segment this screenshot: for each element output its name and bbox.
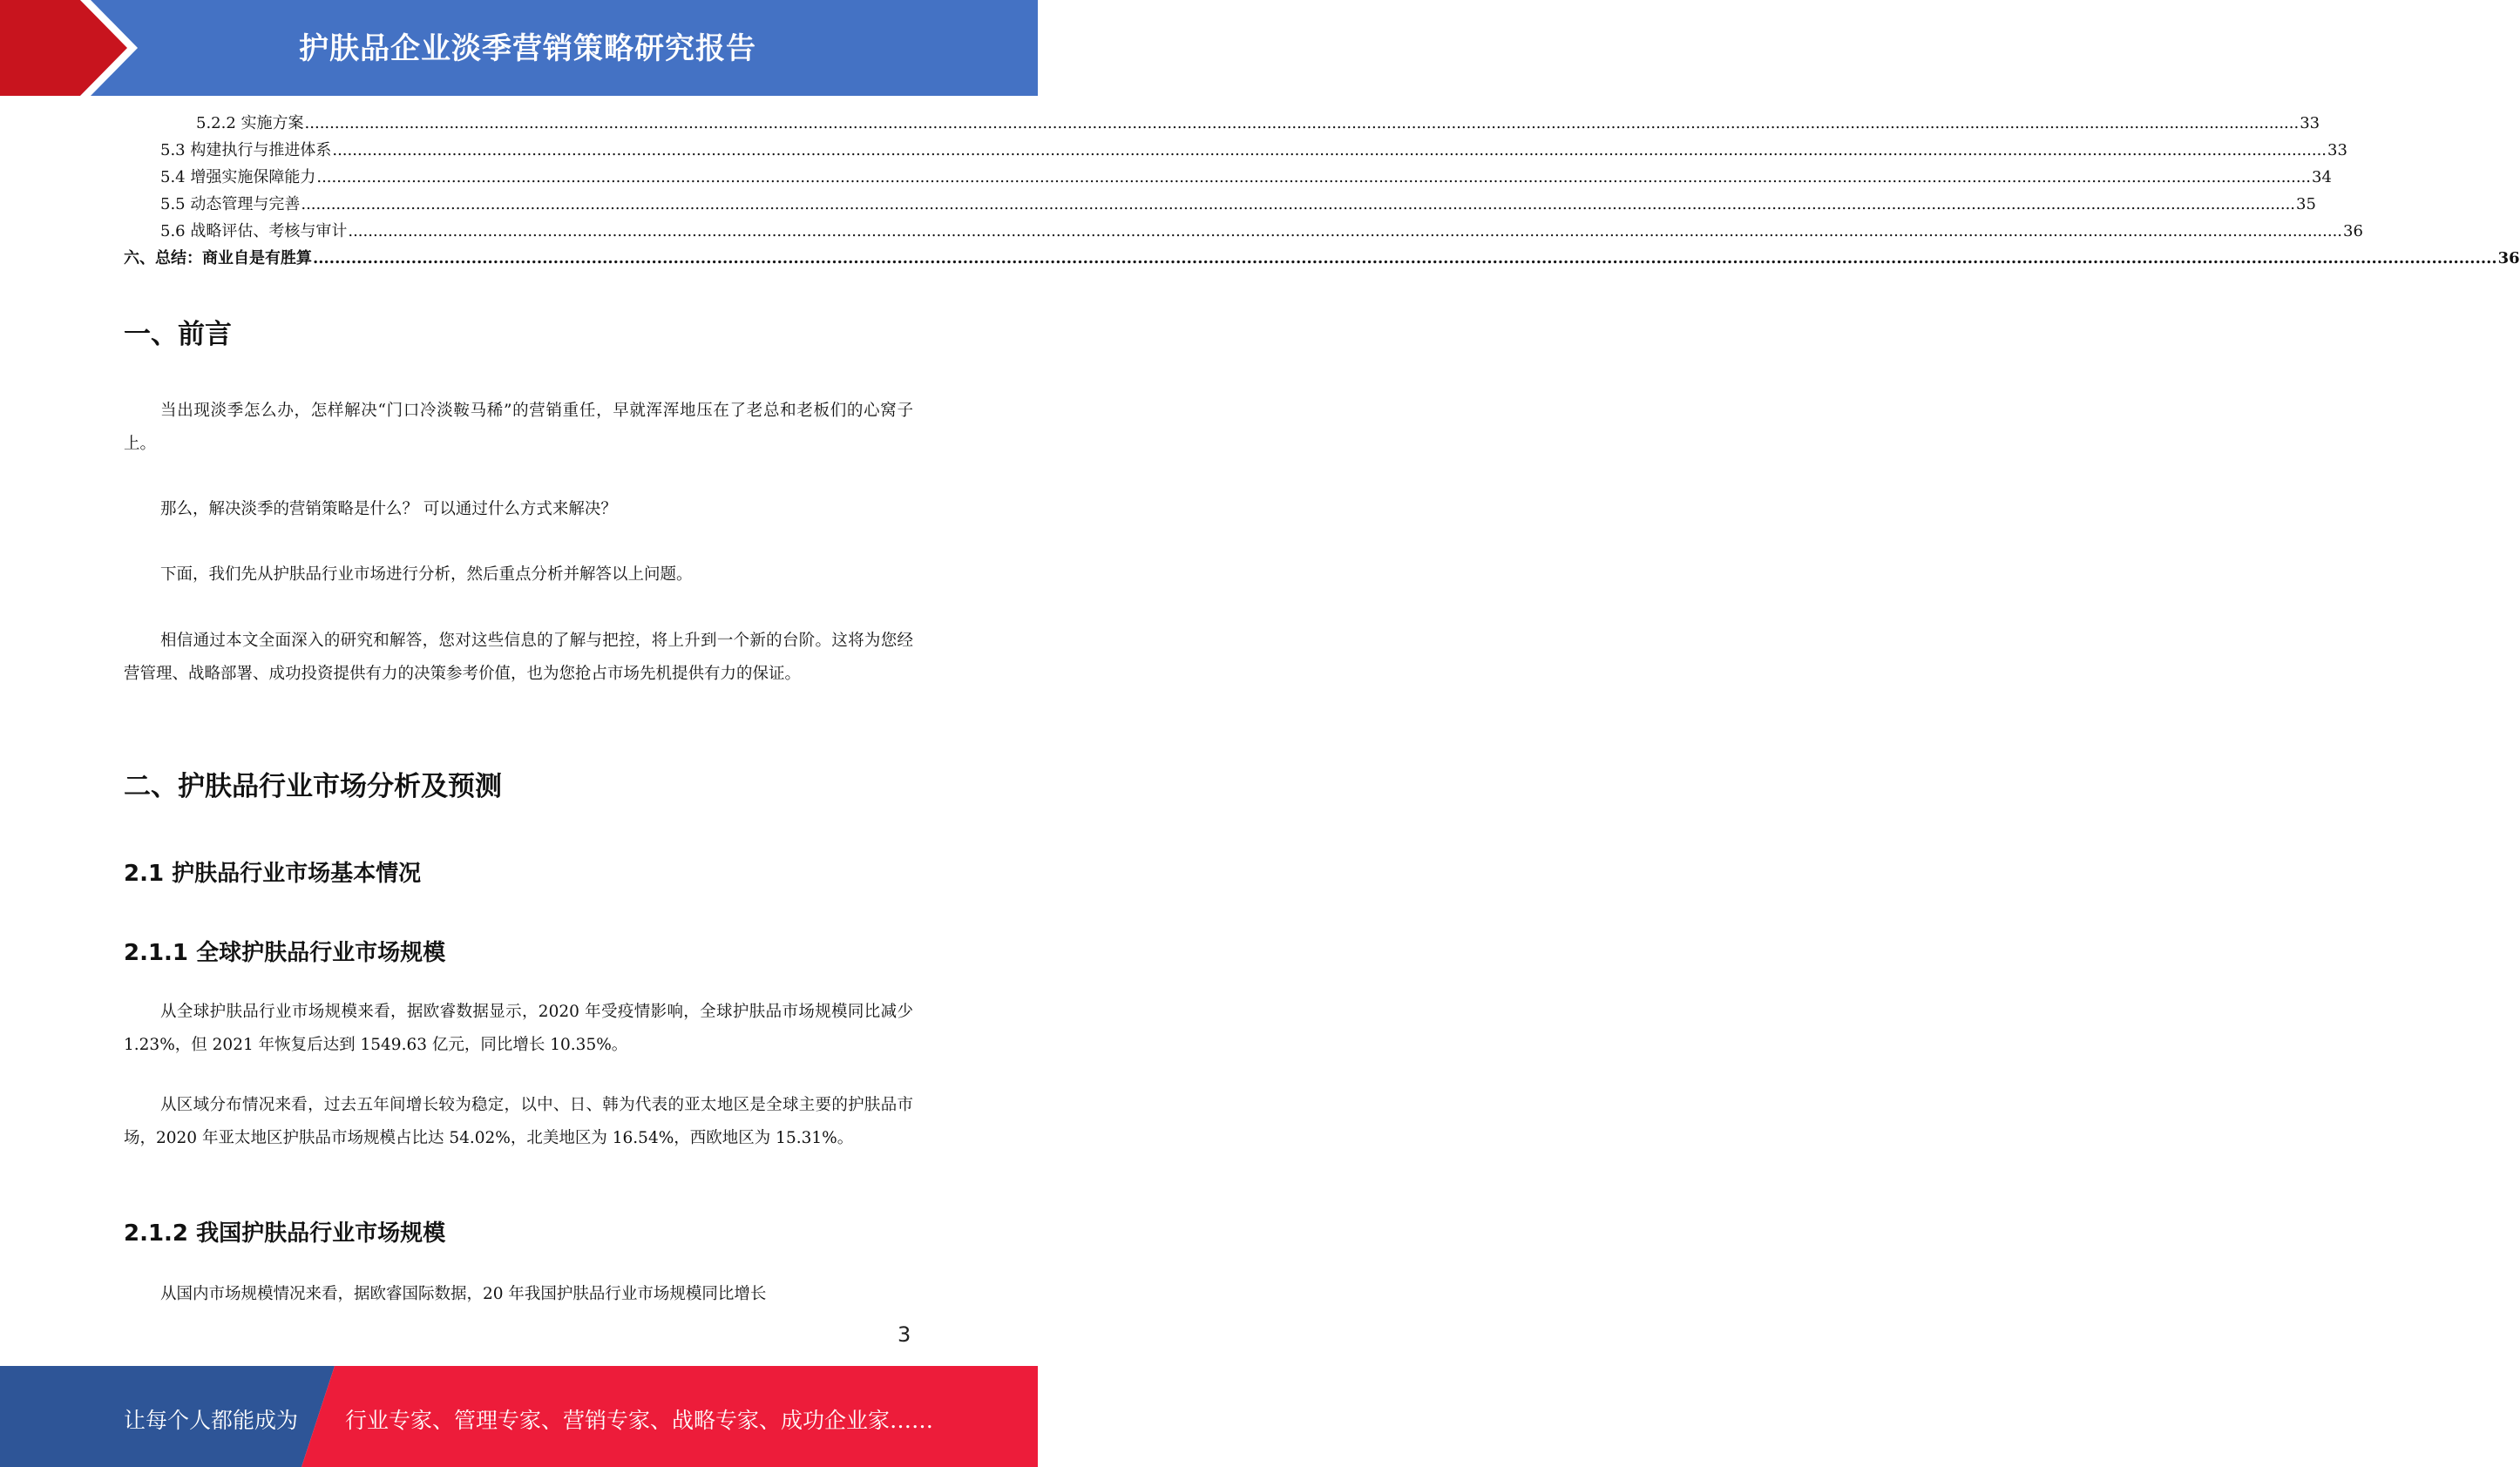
toc-entry-label: 5.3 构建执行与推进体系 (160, 141, 332, 159)
toc-entry-page: 36 (2497, 249, 2520, 267)
paragraph: 下面，我们先从护肤品行业市场进行分析，然后重点分析并解答以上问题。 (160, 565, 693, 584)
paragraph: 从国内市场规模情况来看，据欧睿国际数据，20 年我国护肤品行业市场规模同比增长 (160, 1285, 767, 1303)
toc-entry-page: 33 (2327, 141, 2347, 159)
toc-entry-label: 六、总结：商业自是有胜算 (124, 249, 312, 267)
page-header (0, 0, 1038, 96)
toc-entry-label: 5.6 战略评估、考核与审计 (160, 222, 348, 240)
paragraph: 相信通过本文全面深入的研究和解答，您对这些信息的了解与把控，将上升到一个新的台阶。这将为您经营管理、战略部署、成功投资提供有力的决策参考价值，也为您抢占市场先机提供有力的保证。 (124, 632, 913, 683)
section-heading-preface: 一、前言 (124, 319, 232, 350)
paragraph: 当出现淡季怎么办，怎样解决“门口冷淡鞍马稀”的营销重任，早就浑浑地压在了老总和老板们的心窝子上。 (124, 402, 913, 453)
toc-leader-dots: ................................................................................................................................................................................................................................................................................................................................................................................................................ (348, 222, 2343, 240)
toc-entry-page: 33 (2300, 114, 2320, 132)
toc-entry-page: 35 (2296, 195, 2316, 213)
toc-entry[interactable] (124, 245, 2520, 272)
toc-leader-dots: ................................................................................................................................................................................................................................................................................................................................................................................................................ (332, 141, 2327, 159)
paragraph: 从区域分布情况来看，过去五年间增长较为稳定，以中、日、韩为代表的亚太地区是全球主要的护肤品市场，2020 年亚太地区护肤品市场规模占比达 54.02%，北美地区为 16.54%，西欧地区为 15.31%。 (124, 1096, 913, 1147)
section-heading-market-analysis: 二、护肤品行业市场分析及预测 (124, 771, 502, 802)
toc-entry[interactable] (124, 164, 2332, 191)
toc-entry-page: 36 (2343, 222, 2363, 240)
toc-entry[interactable] (124, 137, 2347, 164)
toc-entry-page: 34 (2312, 168, 2332, 186)
footer-slogan-left: 让每个人都能成为 (124, 1408, 299, 1433)
toc-leader-dots: ................................................................................................................................................................................................................................................................................................................................................................................................................ (313, 249, 2497, 267)
report-title: 护肤品企业淡季营销策略研究报告 (299, 31, 756, 66)
toc-entry-label: 5.5 动态管理与完善 (160, 195, 301, 213)
paragraph: 从全球护肤品行业市场规模来看，据欧睿数据显示，2020 年受疫情影响，全球护肤品市场规模同比减少 1.23%，但 2021 年恢复后达到 1549.63 亿元，同比增长 10.35%。 (124, 1003, 913, 1054)
page-footer (0, 1366, 1038, 1467)
toc-entry[interactable] (124, 110, 2320, 137)
table-of-contents (124, 110, 2520, 272)
toc-entry[interactable] (124, 191, 2316, 218)
toc-leader-dots: ................................................................................................................................................................................................................................................................................................................................................................................................................ (316, 168, 2312, 186)
page-number: 3 (898, 1322, 911, 1347)
toc-leader-dots: ................................................................................................................................................................................................................................................................................................................................................................................................................ (304, 114, 2300, 132)
subsection-heading-2-1-1: 2.1.1 全球护肤品行业市场规模 (124, 940, 446, 966)
toc-entry-label: 5.2.2 实施方案 (196, 114, 304, 132)
footer-slogan-right: 行业专家、管理专家、营销专家、战略专家、成功企业家…… (345, 1408, 934, 1433)
toc-leader-dots: ................................................................................................................................................................................................................................................................................................................................................................................................................ (301, 195, 2296, 213)
toc-entry[interactable] (124, 218, 2363, 245)
paragraph: 那么，解决淡季的营销策略是什么？ 可以通过什么方式来解决？ (160, 500, 617, 518)
subsection-heading-2-1-2: 2.1.2 我国护肤品行业市场规模 (124, 1220, 446, 1247)
subsection-heading-2-1: 2.1 护肤品行业市场基本情况 (124, 861, 422, 887)
toc-entry-label: 5.4 增强实施保障能力 (160, 168, 316, 186)
